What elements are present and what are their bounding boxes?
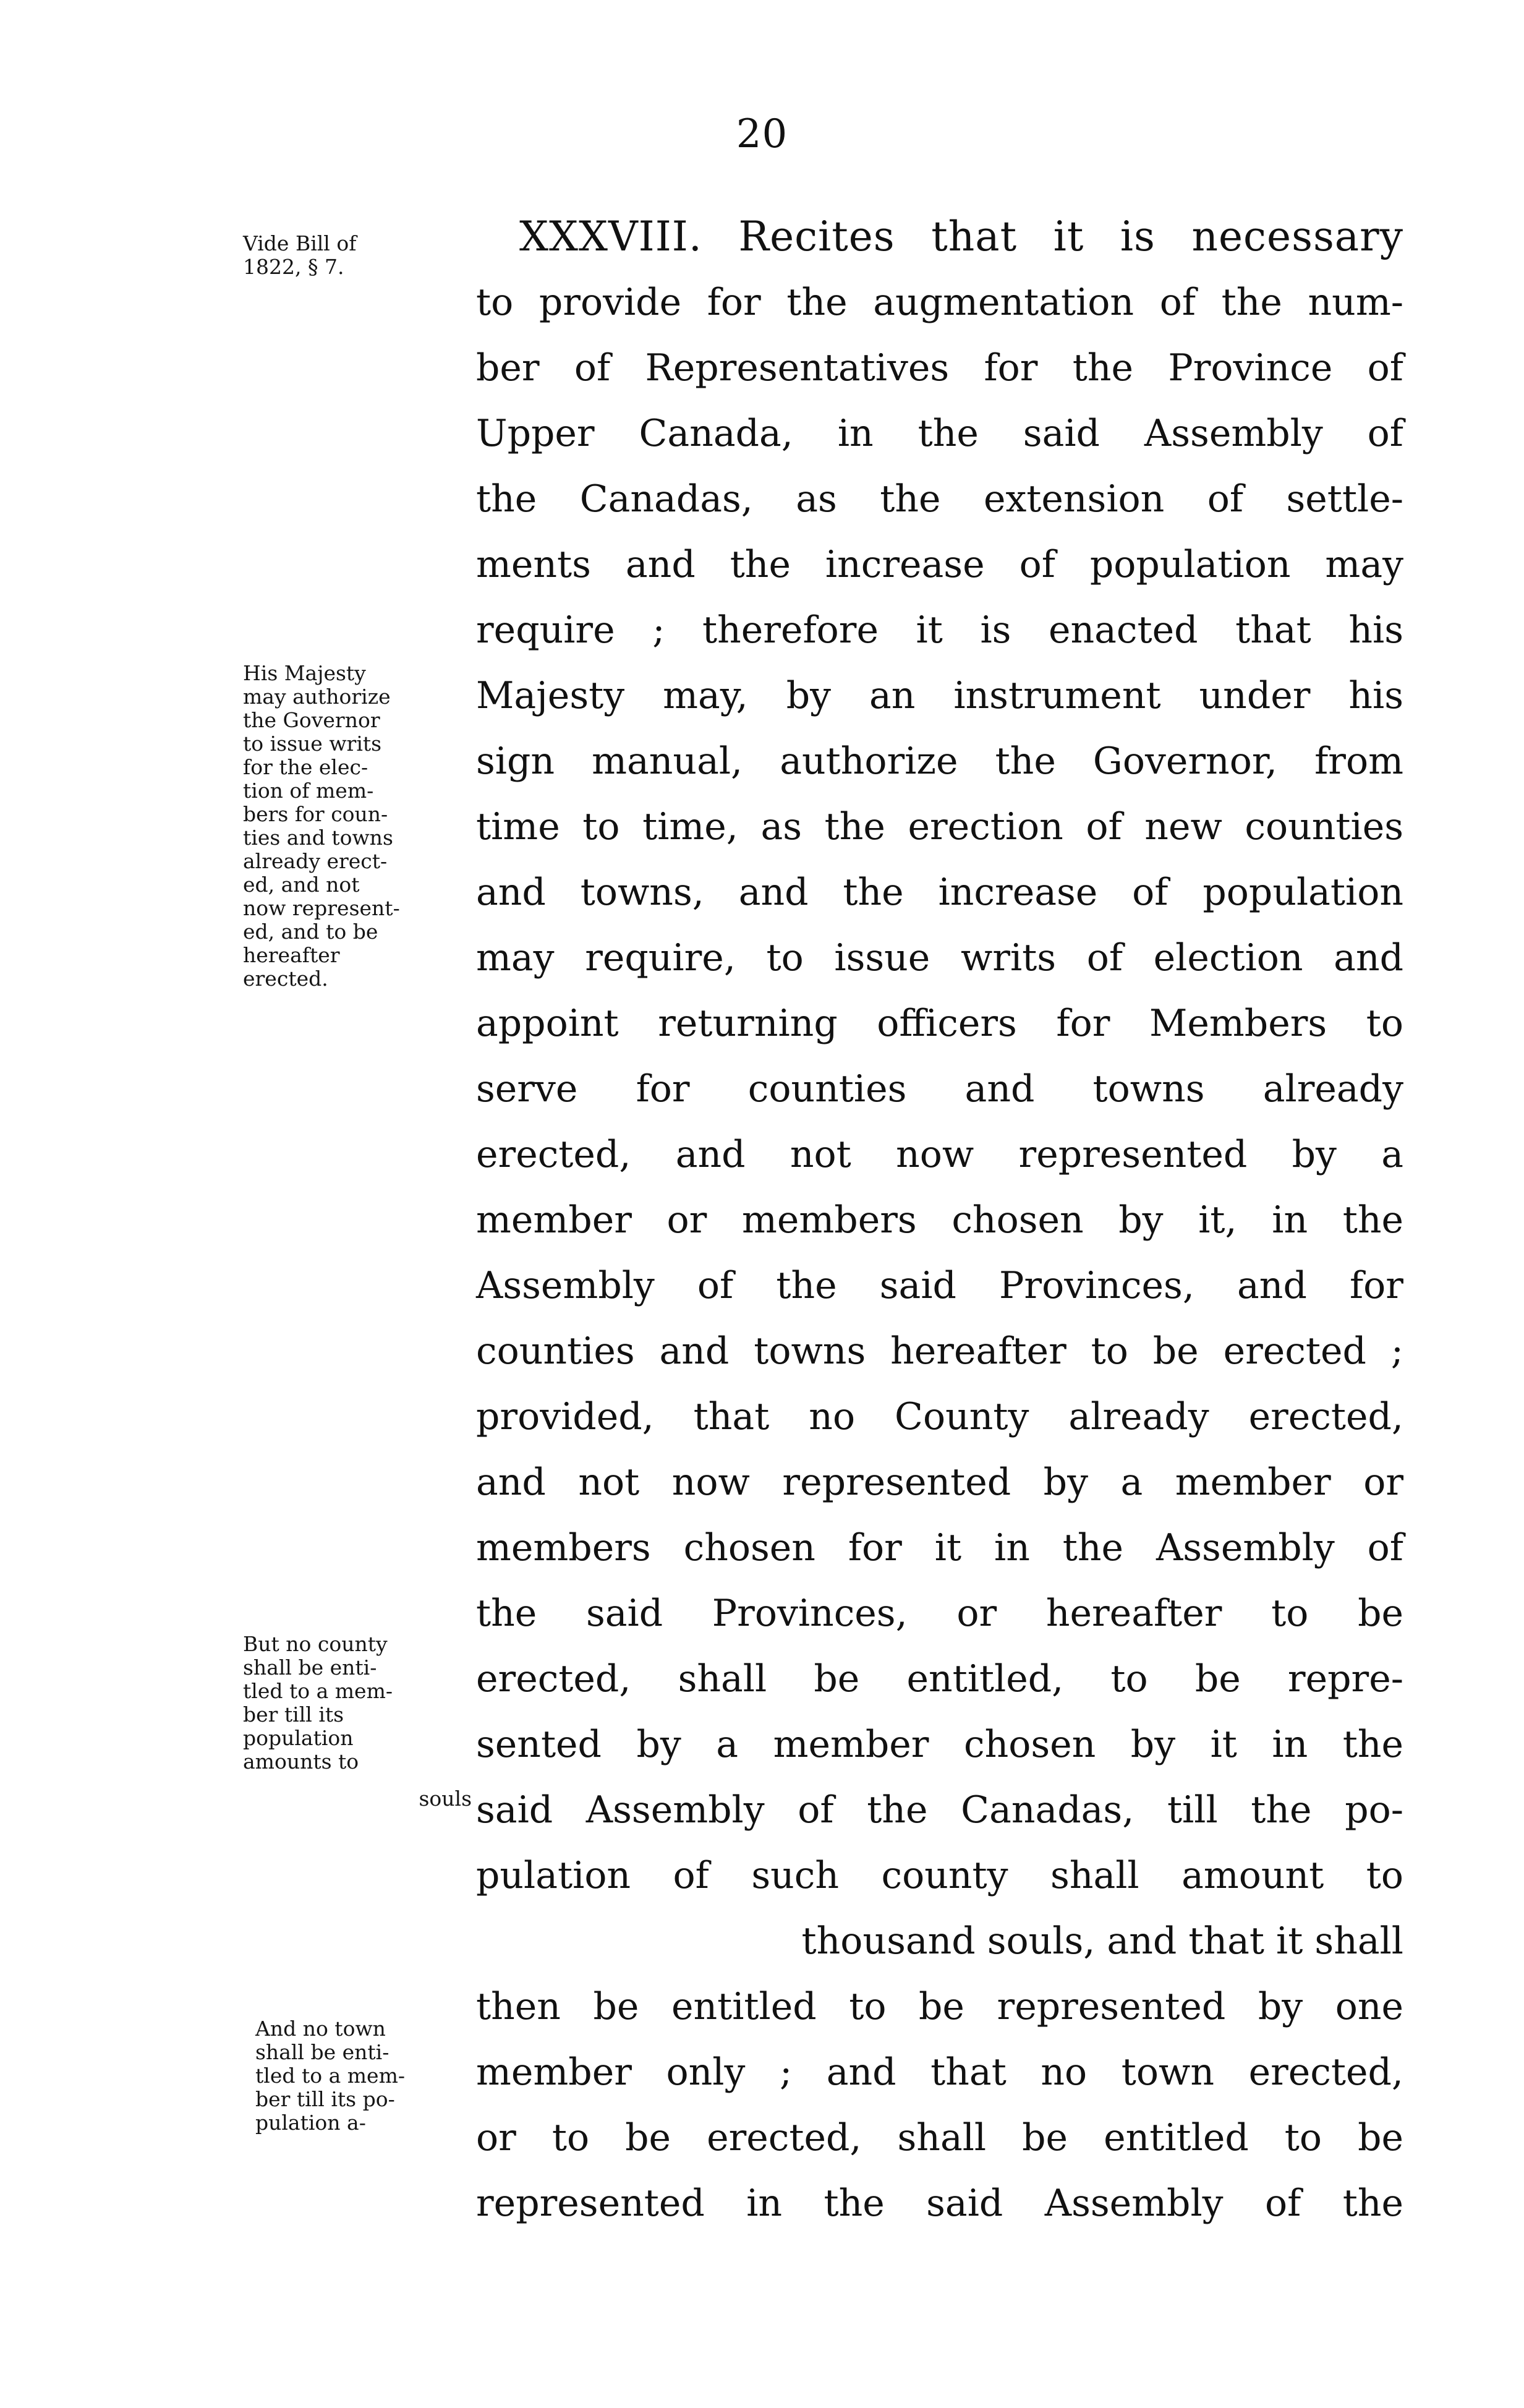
margin-note-line: But no county — [243, 1632, 388, 1656]
body-line: Upper Canada, in the said Assembly of — [476, 412, 1403, 455]
margin-note-line: His Majesty — [243, 661, 366, 685]
margin-note-line: shall be enti- — [255, 2040, 390, 2064]
body-line: the Canadas, as the extension of settle- — [476, 477, 1403, 521]
body-line: then be entitled to be represented by one — [476, 1985, 1403, 2028]
body-line: said Assembly of the Canadas, till the po- — [476, 1788, 1403, 1832]
margin-note-no-town — [255, 2017, 405, 2135]
page-number: 20 — [736, 111, 788, 157]
margin-note-no-county — [243, 1633, 472, 1811]
margin-note-line: population — [243, 1726, 354, 1750]
margin-note-line: tled to a mem- — [255, 2064, 406, 2088]
body-line: member or members chosen by it, in the — [476, 1198, 1403, 1242]
body-line: XXXVIII. Recites that it is necessary — [519, 213, 1403, 260]
margin-note-line: now represent- — [243, 896, 400, 920]
body-line: ments and the increase of population may — [476, 543, 1403, 586]
body-line: counties and towns hereafter to be erected ; — [476, 1330, 1403, 1373]
body-line: members chosen for it in the Assembly of — [476, 1526, 1403, 1569]
body-line: sented by a member chosen by it in the — [476, 1723, 1403, 1766]
body-line: ber of Representatives for the Province of — [476, 346, 1403, 390]
body-line: erected, shall be entitled, to be repre- — [476, 1657, 1403, 1701]
margin-note-line: pulation a- — [255, 2111, 366, 2135]
body-line: to provide for the augmentation of the num- — [476, 281, 1403, 324]
body-line: the said Provinces, or hereafter to be — [476, 1592, 1403, 1635]
body-line: member only ; and that no town erected, — [476, 2051, 1403, 2094]
margin-note-line: ties and towns — [243, 826, 393, 850]
margin-note-line: ber till its po- — [255, 2087, 395, 2111]
margin-note-line: And no town — [255, 2017, 386, 2041]
margin-note-vide-bill — [243, 232, 356, 279]
body-line: appoint returning officers for Members to — [476, 1002, 1403, 1045]
body-line: time to time, as the erection of new counties — [476, 805, 1403, 848]
margin-note-line: to issue writs — [243, 732, 382, 756]
body-line: require ; therefore it is enacted that his — [476, 608, 1403, 652]
body-line: serve for counties and towns already — [476, 1067, 1403, 1111]
body-line: erected, and not now represented by a — [476, 1133, 1403, 1176]
body-line: may require, to issue writs of election and — [476, 936, 1403, 980]
body-text — [476, 204, 1403, 2236]
body-line: Majesty may, by an instrument under his — [476, 674, 1403, 717]
body-line: sign manual, authorize the Governor, from — [476, 740, 1403, 783]
margin-note-line: may authorize — [243, 685, 391, 709]
margin-note-line: amounts to — [243, 1749, 359, 1774]
margin-note-line: Vide Bill of — [243, 231, 357, 255]
margin-note-his-majesty — [243, 662, 400, 991]
margin-note-line: tled to a mem- — [243, 1679, 393, 1703]
margin-note-line: 1822, § 7. — [243, 255, 344, 279]
margin-note-line: tion of mem- — [243, 779, 374, 803]
margin-note-line: shall be enti- — [243, 1655, 377, 1680]
margin-note-line: already erect- — [243, 849, 388, 873]
margin-note-line: ed, and not — [243, 873, 360, 897]
margin-note-line: bers for coun- — [243, 802, 388, 826]
body-line: thousand souls, and that it shall — [801, 1919, 1403, 1963]
body-line: pulation of such county shall amount to — [476, 1854, 1403, 1897]
body-line: or to be erected, shall be entitled to be — [476, 2116, 1403, 2159]
body-line: represented in the said Assembly of the — [476, 2182, 1403, 2225]
margin-note-line: for the elec- — [243, 755, 368, 779]
body-line: and towns, and the increase of population — [476, 871, 1403, 914]
body-line: Assembly of the said Provinces, and for — [476, 1264, 1403, 1307]
margin-note-line: ed, and to be — [243, 920, 378, 944]
margin-note-line: erected. — [243, 967, 328, 991]
body-line: and not now represented by a member or — [476, 1461, 1403, 1504]
margin-note-line: ber till its — [243, 1702, 344, 1727]
margin-note-line: hereafter — [243, 943, 340, 967]
margin-note-line: souls — [419, 1787, 472, 1811]
margin-note-line: the Governor — [243, 708, 380, 732]
body-line: provided, that no County already erected, — [476, 1395, 1403, 1438]
